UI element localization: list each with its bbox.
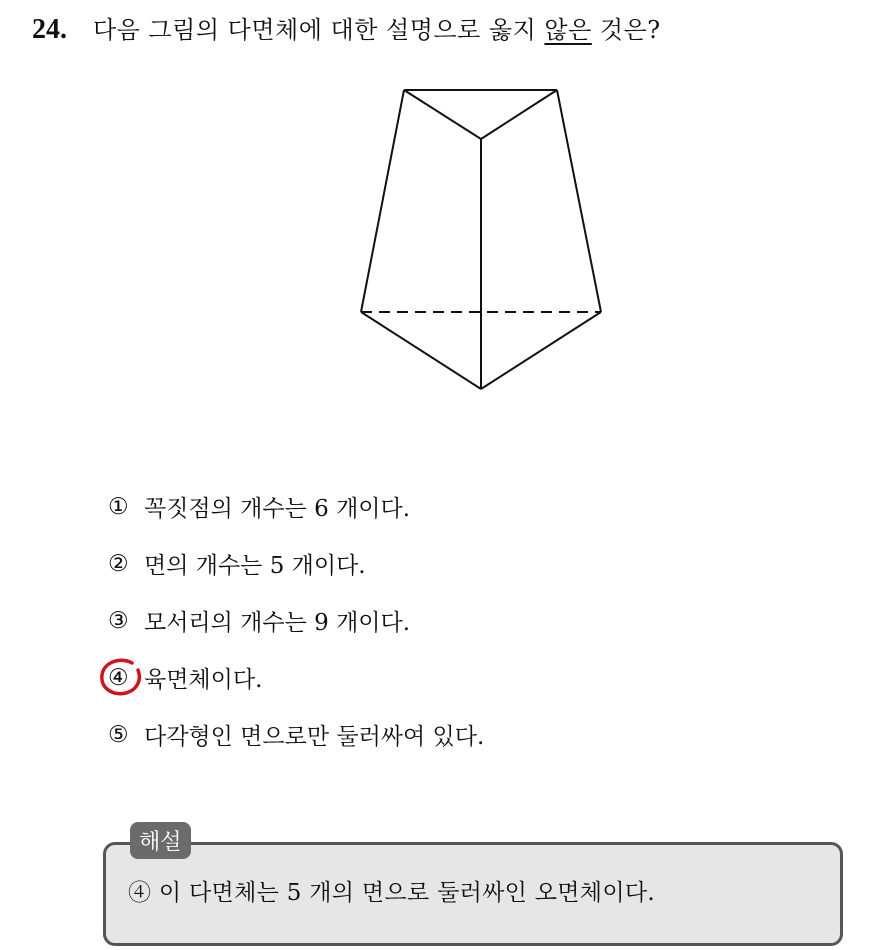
top-edge-left [404, 90, 481, 139]
bottom-edge-right [481, 312, 601, 389]
question-number: 24. [32, 14, 67, 45]
choice-4[interactable] [108, 649, 484, 706]
choice-mark: ⑤ [108, 721, 129, 748]
choice-2[interactable] [108, 535, 484, 592]
question-text [93, 10, 661, 45]
choice-text: 육면체이다. [144, 667, 263, 693]
choice-text: 다각형인 면으로만 둘러싸여 있다. [144, 724, 485, 750]
lateral-edge-right [557, 90, 601, 312]
explanation-tag: 해설 [130, 822, 191, 859]
choice-mark: ④ [108, 664, 129, 691]
choice-mark: ① [108, 493, 129, 520]
choice-text: 면의 개수는 5 개이다. [144, 553, 366, 579]
lateral-edge-left [361, 90, 404, 312]
question-text-before: 다음 그림의 다면체에 대한 설명으로 옳지 [93, 16, 545, 44]
choice-5[interactable] [108, 706, 484, 763]
question-text-after: 것은? [591, 16, 661, 44]
answer-circle-mark [98, 658, 144, 698]
explanation-text: ④ 이 다면체는 5 개의 면으로 둘러싸인 오면체이다. [128, 880, 655, 906]
question-text-underlined: 않은 [544, 16, 592, 44]
choice-mark: ② [108, 550, 129, 577]
choice-list [108, 478, 484, 763]
choice-mark: ③ [108, 607, 129, 634]
question-header [32, 10, 661, 46]
choice-1[interactable] [108, 478, 484, 535]
choice-text: 모서리의 개수는 9 개이다. [144, 610, 411, 636]
top-edge-right [481, 90, 557, 139]
choice-text: 꼭짓점의 개수는 6 개이다. [144, 496, 411, 522]
choice-3[interactable] [108, 592, 484, 649]
bottom-edge-left [361, 312, 481, 389]
